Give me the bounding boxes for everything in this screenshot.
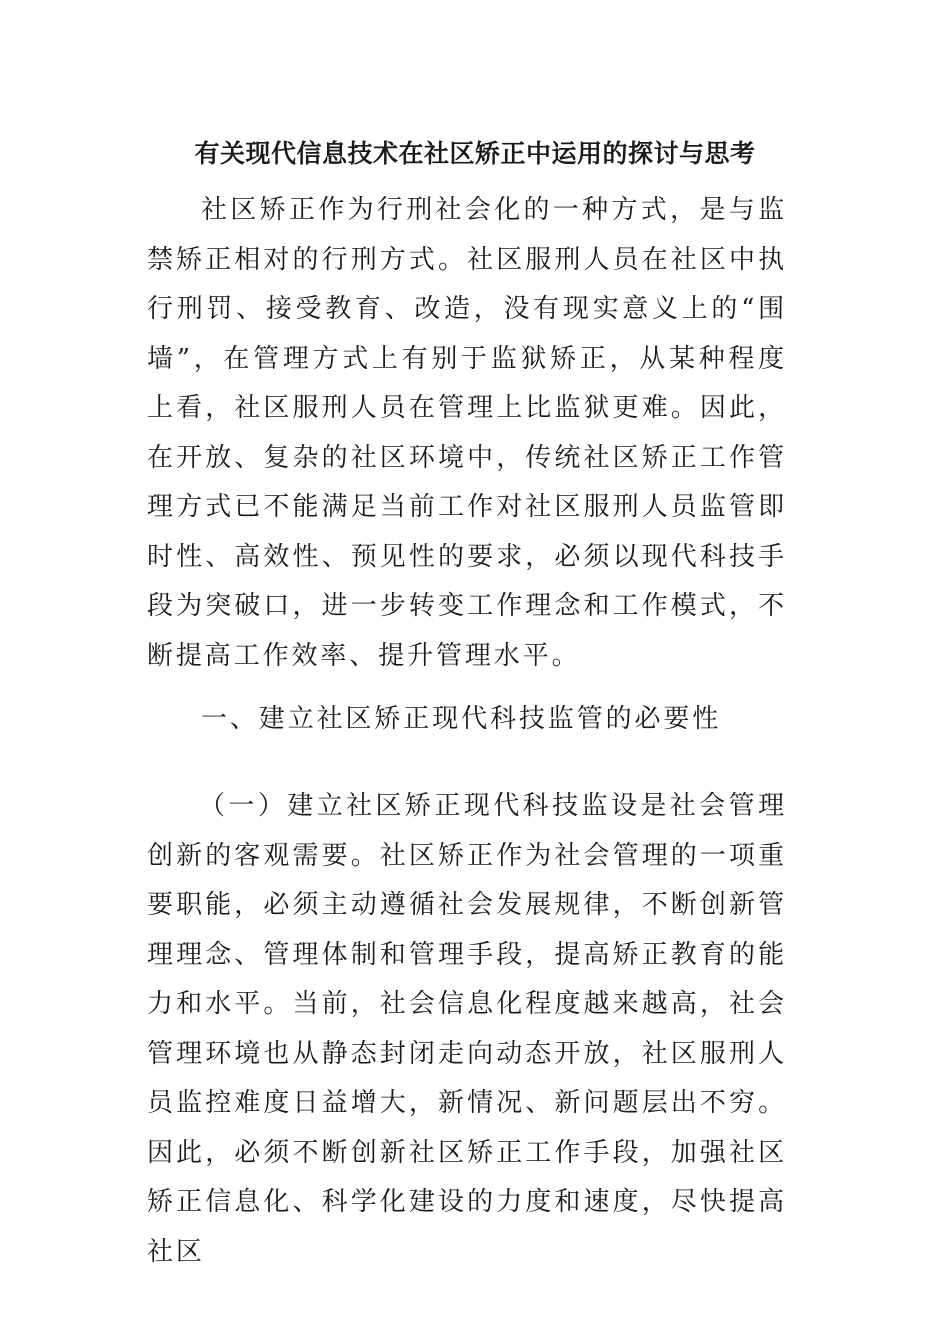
section-heading: 一、建立社区矫正现代科技监管的必要性 xyxy=(201,704,722,734)
document-title: 有关现代信息技术在社区矫正中运用的探讨与思考 xyxy=(194,139,756,168)
section-paragraph: （一）建立社区矫正现代科技监设是社会管理创新的客观需要。社区矫正作为社会管理的一项重要职能，必须主动遵循社会发展规律，不断创新管理理念、管理体制和管理手段，提高矫正教育的能力和水平。当前，社会信息化程度越来越高，社会管理环境也从静态封闭走向动态开放，社区服刑人员监控难度日益增大，新情况、新问题层出不穷。因此，必须不断创新社区矫正工作手段，加强社区矫正信息化、科学化建设的力度和速度，尽快提高社区 xyxy=(147,791,787,1267)
intro-paragraph: 社区矫正作为行刑社会化的一种方式，是与监禁矫正相对的行刑方式。社区服刑人员在社区中执行刑罚、接受教育、改造，没有现实意义上的“围墙”，在管理方式上有别于监狱矫正，从某种程度上看，社区服刑人员在管理上比监狱更难。因此，在开放、复杂的社区环境中，传统社区矫正工作管理方式已不能满足当前工作对社区服刑人员监管即时性、高效性、预见性的要求，必须以现代科技手段为突破口，进一步转变工作理念和工作模式，不断提高工作效率、提升管理水平。 xyxy=(147,195,787,671)
